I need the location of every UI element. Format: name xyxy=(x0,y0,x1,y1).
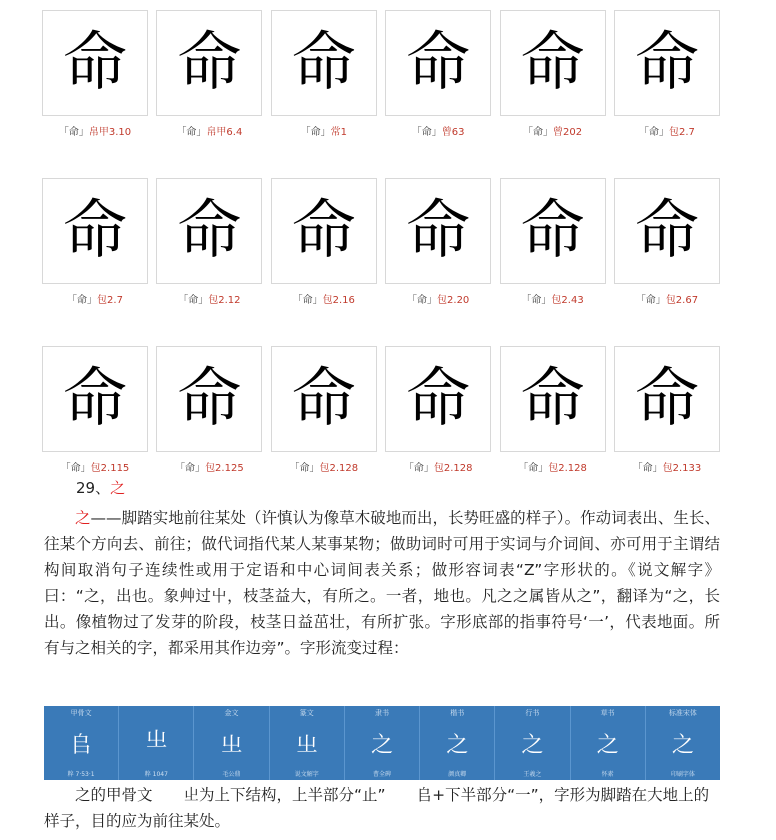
caption-label: 「命」 xyxy=(407,295,438,306)
caption-label: 「命」 xyxy=(67,295,98,306)
glyph-cell xyxy=(500,178,606,306)
glyph-image: 命 xyxy=(271,178,377,284)
caption-source: 曾202 xyxy=(553,127,583,138)
caption-label: 「命」 xyxy=(411,127,442,138)
script-source: 颜真卿 xyxy=(448,771,467,778)
glyph-caption xyxy=(518,459,587,474)
glyph-image: 命 xyxy=(614,178,720,284)
glyph-image: 命 xyxy=(271,10,377,116)
glyph-caption xyxy=(301,123,347,138)
caption-label: 「命」 xyxy=(523,127,554,138)
glyph-image: 命 xyxy=(500,10,606,116)
evolution-cell xyxy=(194,706,269,780)
glyph-caption xyxy=(67,291,123,306)
script-name: 楷书 xyxy=(450,709,465,717)
script-name: 篆文 xyxy=(299,709,314,717)
caption-source: 包2.12 xyxy=(208,295,241,306)
glyph-cell xyxy=(614,10,720,138)
glyph-caption xyxy=(289,459,358,474)
caption-source: 包2.128 xyxy=(433,463,473,474)
caption-source: 包2.43 xyxy=(551,295,584,306)
glyph-caption xyxy=(639,123,695,138)
caption-source: 帛甲6.4 xyxy=(206,127,243,138)
script-glyph: 之 xyxy=(370,733,393,758)
glyph-caption xyxy=(61,459,130,474)
para2-part3: +下半部分“一”，字形为脚踏在大地上的样子，目的应为前往某处。 xyxy=(44,786,710,830)
glyph-caption xyxy=(404,459,473,474)
glyph-caption xyxy=(178,291,240,306)
caption-label: 「命」 xyxy=(178,295,209,306)
evolution-cell xyxy=(646,706,720,780)
glyph-row-1 xyxy=(42,10,720,138)
script-glyph: 之 xyxy=(671,733,694,758)
oracle-glyph-icon: 𡳿 xyxy=(183,786,200,804)
glyph-image: 命 xyxy=(42,346,148,452)
evolution-cell xyxy=(119,706,194,780)
caption-label: 「命」 xyxy=(300,127,331,138)
evolution-cell xyxy=(44,706,119,780)
glyph-cell xyxy=(385,178,491,306)
caption-label: 「命」 xyxy=(632,463,663,474)
glyph-image: 命 xyxy=(614,10,720,116)
caption-label: 「命」 xyxy=(403,463,434,474)
glyph-caption xyxy=(523,123,582,138)
caption-source: 包2.115 xyxy=(90,463,130,474)
caption-source: 包2.125 xyxy=(205,463,244,474)
script-source: 粹 1047 xyxy=(144,771,168,778)
glyph-cell xyxy=(156,346,262,474)
glyph-image: 命 xyxy=(156,178,262,284)
caption-source: 常1 xyxy=(330,127,347,138)
caption-source: 帛甲3.10 xyxy=(88,127,132,138)
script-name: 隶书 xyxy=(374,709,389,717)
heading-number: 29、 xyxy=(76,479,111,497)
caption-source: 包2.67 xyxy=(665,295,699,306)
para2-part1: 之的甲骨文 xyxy=(75,786,153,804)
caption-source: 包2.128 xyxy=(548,463,587,474)
glyph-row-2 xyxy=(42,178,720,306)
glyph-caption xyxy=(293,291,355,306)
script-source: 粹 7·53·1 xyxy=(67,771,95,778)
glyph-image: 命 xyxy=(385,346,491,452)
paragraph-lead: 之 xyxy=(75,509,91,527)
evolution-cell xyxy=(270,706,345,780)
glyph-caption xyxy=(59,123,131,138)
glyph-image: 命 xyxy=(42,10,148,116)
script-source: 印刷字体 xyxy=(670,771,695,778)
script-source: 毛公鼎 xyxy=(222,771,241,778)
script-glyph: 之 xyxy=(446,733,469,758)
caption-source: 包2.20 xyxy=(437,295,470,306)
glyph-image: 命 xyxy=(156,346,262,452)
glyph-cell xyxy=(156,178,262,306)
glyph-cell xyxy=(614,178,720,306)
caption-source: 包2.7 xyxy=(97,295,123,306)
caption-label: 「命」 xyxy=(518,463,549,474)
caption-source: 包2.128 xyxy=(319,463,359,474)
caption-source: 包2.7 xyxy=(669,127,695,138)
glyph-cell xyxy=(271,178,377,306)
glyph-caption xyxy=(175,459,244,474)
evolution-cell xyxy=(571,706,646,780)
script-source: 曹全碑 xyxy=(372,771,391,778)
script-glyph: 㞢 xyxy=(145,728,168,753)
glyph-row-3 xyxy=(42,346,720,474)
evolution-cell xyxy=(345,706,420,780)
script-source: 说文解字 xyxy=(294,771,319,778)
glyph-cell xyxy=(385,10,491,138)
evolution-cell xyxy=(495,706,570,780)
glyph-caption xyxy=(407,291,469,306)
glyph-caption xyxy=(176,123,242,138)
glyph-cell xyxy=(385,346,491,474)
caption-source: 包2.16 xyxy=(322,295,355,306)
caption-source: 曾63 xyxy=(441,127,465,138)
heading-char: 之 xyxy=(110,479,126,497)
glyph-image: 命 xyxy=(385,10,491,116)
glyph-cell xyxy=(42,346,148,474)
glyph-cell xyxy=(271,346,377,474)
caption-label: 「命」 xyxy=(175,463,206,474)
caption-label: 「命」 xyxy=(60,463,91,474)
script-name: 草书 xyxy=(600,709,615,717)
script-glyph: 㞢 xyxy=(220,733,243,758)
glyph-image: 命 xyxy=(42,178,148,284)
glyph-cell xyxy=(42,178,148,306)
glyph-image: 命 xyxy=(271,346,377,452)
caption-label: 「命」 xyxy=(639,127,669,138)
glyph-cell xyxy=(500,346,606,474)
script-source: 怀素 xyxy=(601,771,614,778)
evolution-strip xyxy=(44,706,720,780)
glyph-image: 命 xyxy=(385,178,491,284)
glyph-caption xyxy=(633,459,702,474)
glyph-cell xyxy=(42,10,148,138)
glyph-image: 命 xyxy=(156,10,262,116)
oracle-paragraph xyxy=(44,782,720,834)
script-name: 金文 xyxy=(224,709,239,717)
glyph-cell xyxy=(271,10,377,138)
caption-label: 「命」 xyxy=(521,295,552,306)
script-glyph: 之 xyxy=(521,733,544,758)
caption-label: 「命」 xyxy=(289,463,320,474)
script-name: 标准宋体 xyxy=(668,709,697,717)
caption-label: 「命」 xyxy=(58,127,89,138)
glyph-cell xyxy=(614,346,720,474)
caption-label: 「命」 xyxy=(176,127,207,138)
script-name: 甲骨文 xyxy=(70,709,92,717)
glyph-caption xyxy=(636,291,698,306)
script-source: 王羲之 xyxy=(523,771,542,778)
zhi-glyph-icon: 𠂤 xyxy=(416,786,433,804)
section-heading xyxy=(76,477,125,498)
script-glyph: 之 xyxy=(596,733,619,758)
evolution-cell xyxy=(420,706,495,780)
script-glyph: 𠂤 xyxy=(70,733,93,758)
caption-source: 包2.133 xyxy=(662,463,702,474)
script-name: 行书 xyxy=(525,709,540,717)
caption-label: 「命」 xyxy=(292,295,323,306)
glyph-caption xyxy=(412,123,465,138)
glyph-cell xyxy=(500,10,606,138)
paragraph-text: ——脚踏实地前往某处（许慎认为像草木破地而出，长势旺盛的样子）。作动词表出、生长、往某个方向去、前往；做代词指代某人某事某物；做助词时可用于实词与介词间、亦可用于主谓结构间取消句子连续性或用于定语和中心词间表关系；做形容词表“Z”字形状的。《说文解字》曰：“之，出也。象艸过屮，枝茎益大，有所之。一者，地也。凡之之属皆从之”，翻译为“之，长出。像植物过了发芽的阶段，枝茎日益茁壮，有所扩张。字形底部的指事符号‘一’，代表地面。所有与之相关的字，都采用其作边旁”。字形流变过程： xyxy=(44,509,720,657)
glyph-caption xyxy=(521,291,583,306)
definition-paragraph xyxy=(44,505,720,661)
script-glyph: 㞢 xyxy=(295,733,318,758)
glyph-image: 命 xyxy=(500,178,606,284)
para2-part2: 为上下结构，上半部分“止” xyxy=(199,786,386,804)
glyph-cell xyxy=(156,10,262,138)
glyph-image: 命 xyxy=(500,346,606,452)
glyph-image: 命 xyxy=(614,346,720,452)
caption-label: 「命」 xyxy=(635,295,666,306)
